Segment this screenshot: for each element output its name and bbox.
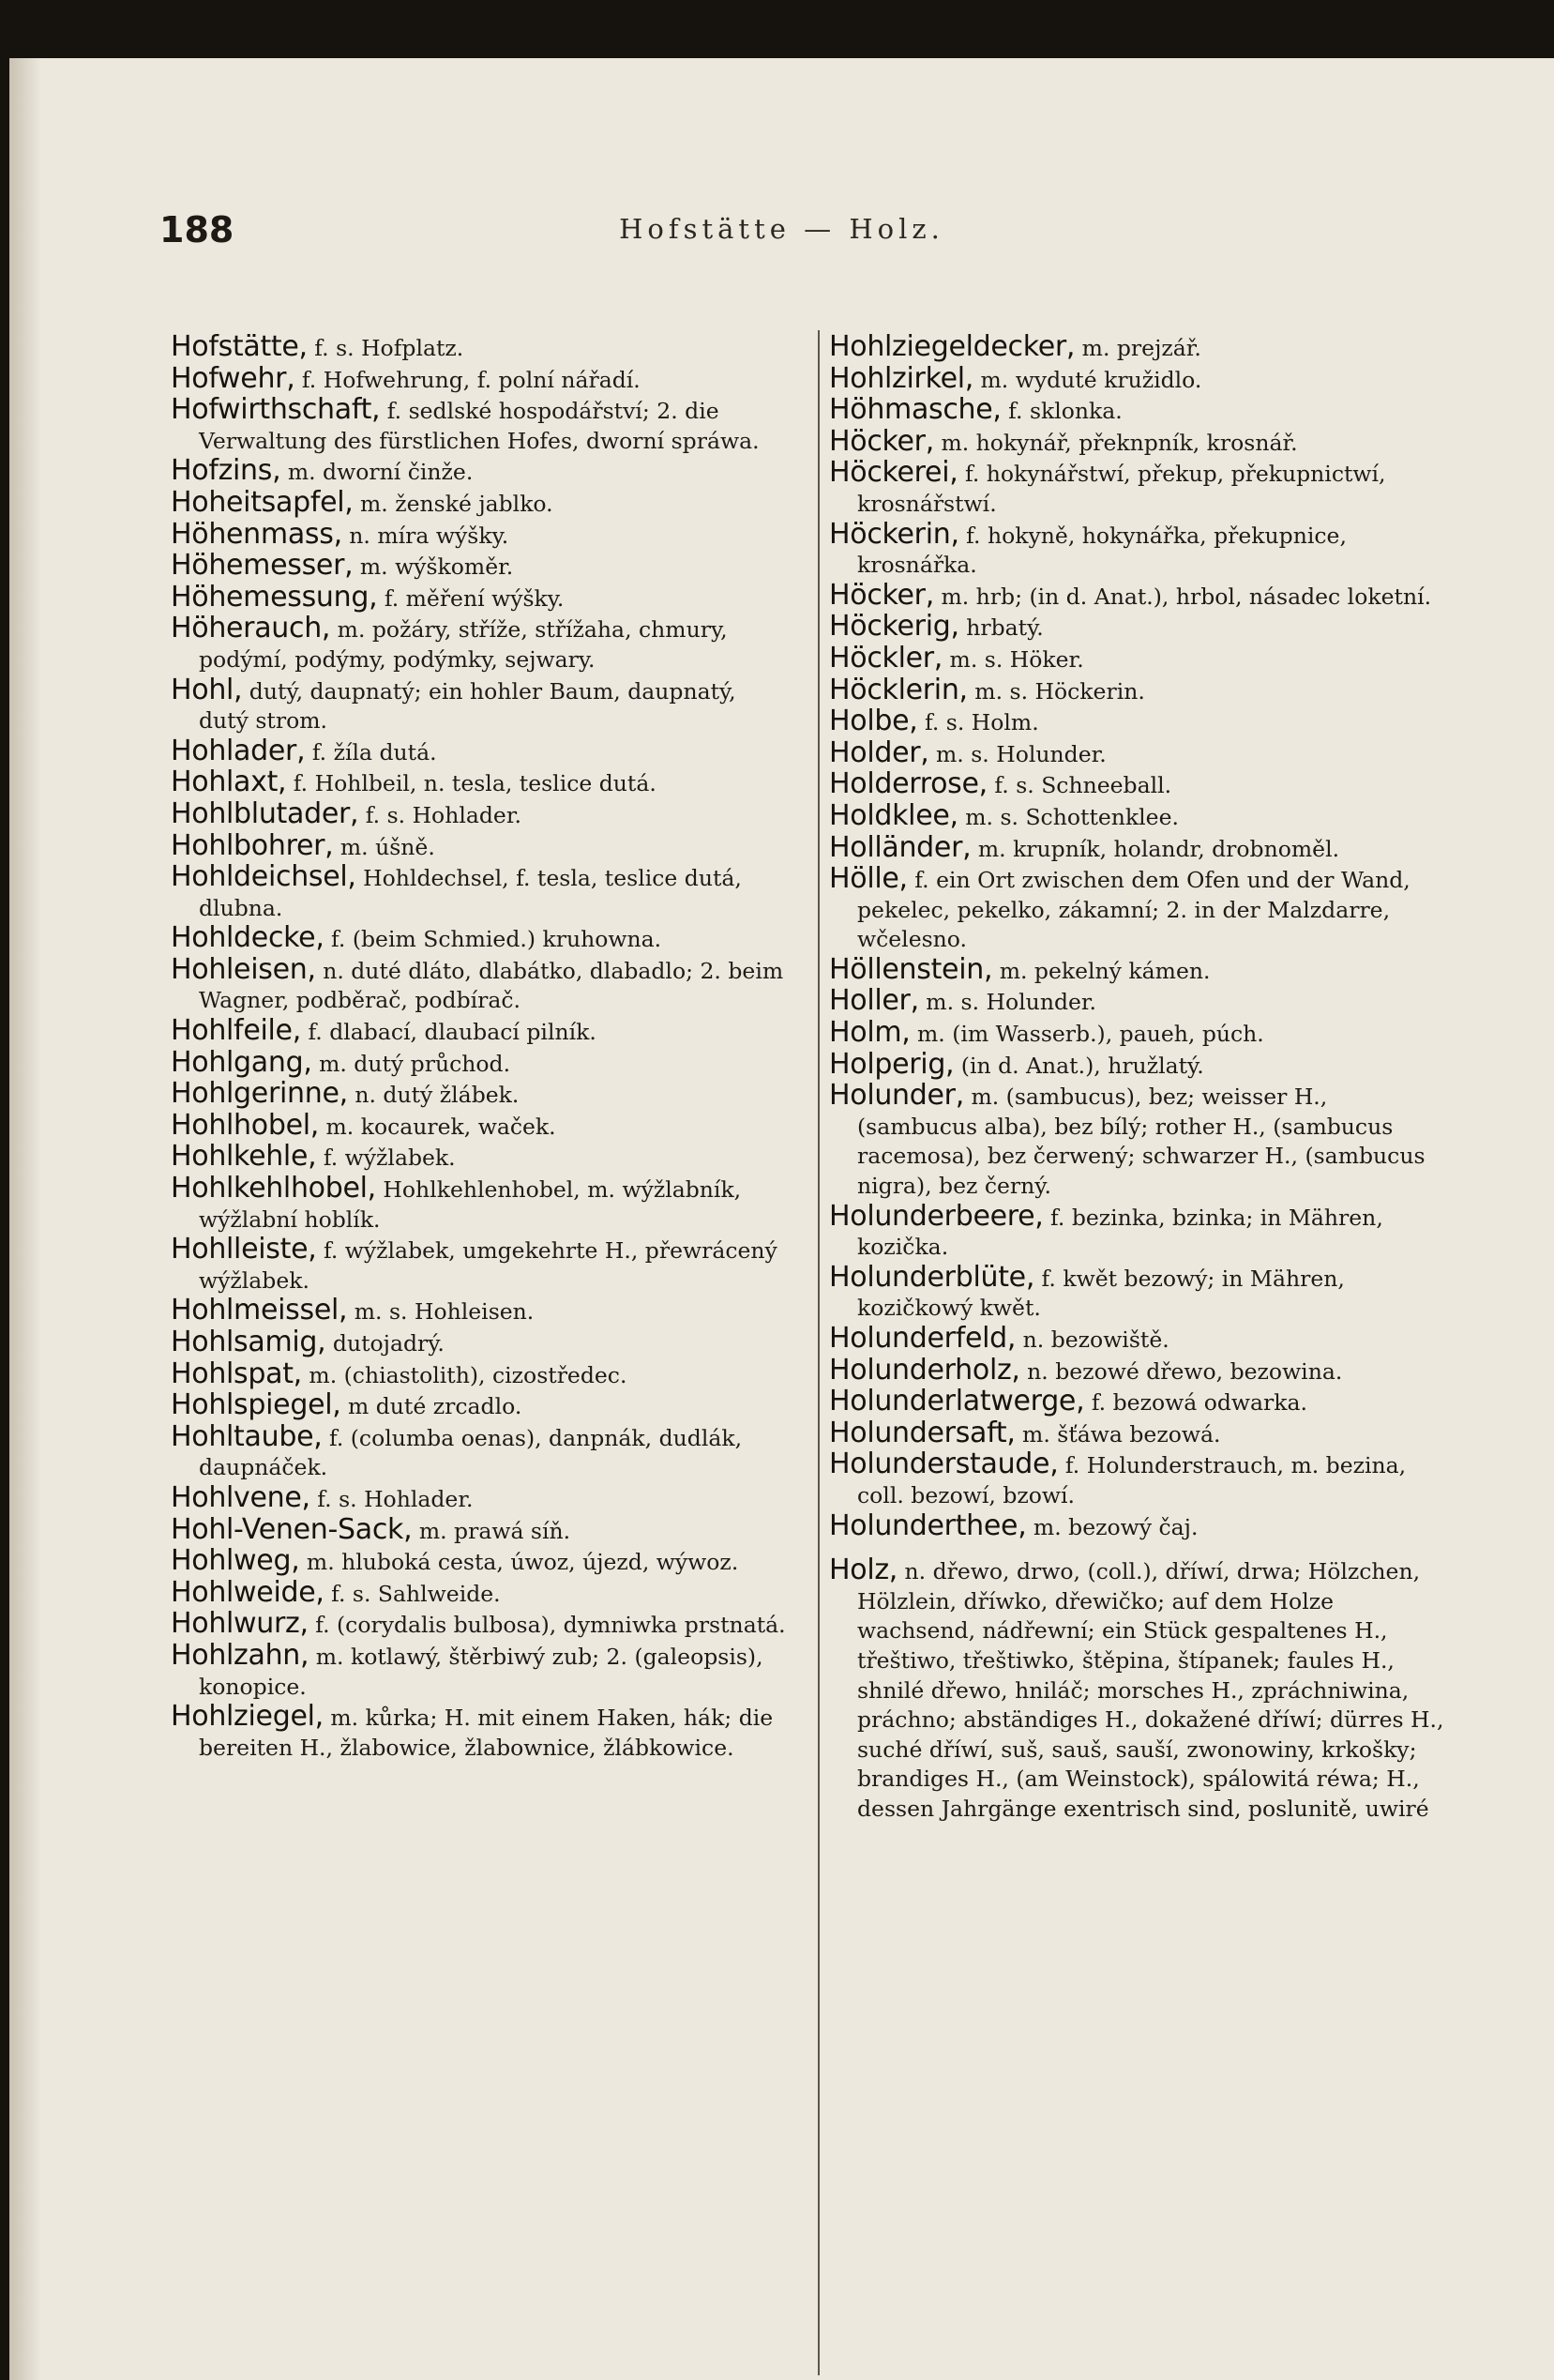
entry-headword: Hohl, <box>171 673 243 706</box>
entry-headword: Holderrose, <box>829 767 988 801</box>
dictionary-entry <box>171 1174 790 1235</box>
dictionary-entry <box>171 517 790 552</box>
entry-definition: f. wýžlabek. <box>323 1145 456 1172</box>
entry-definition: n. dutý žlábek. <box>355 1082 520 1109</box>
entry-headword: Höhmasche, <box>829 393 1002 427</box>
entry-definition: m. kůrka; H. mit einem Haken, hák; die bereiten H., žlabowice, žlabownice, žlábkowice. <box>199 1705 774 1761</box>
entry-headword: Höhemesser, <box>171 549 354 583</box>
entry-headword: Höcker, <box>829 424 934 458</box>
dictionary-entry <box>171 1359 790 1391</box>
entry-headword: Hohlgang, <box>171 1045 312 1079</box>
dictionary-entry <box>171 1638 790 1702</box>
entry-headword: Hohlbohrer, <box>171 828 334 862</box>
entry-definition: hrbatý. <box>966 614 1044 642</box>
dictionary-entry <box>829 1081 1448 1201</box>
entry-definition: f. hokyně, hokynářka, překupnice, krosnářka. <box>857 522 1347 579</box>
entry-headword: Höhemessung, <box>171 580 378 614</box>
entry-definition: m. hrb; (in d. Anat.), hrbol, násadec loketní. <box>941 583 1432 610</box>
entry-headword: Hohlaxt, <box>171 766 287 799</box>
dictionary-entry <box>171 923 790 955</box>
dictionary-entry <box>171 952 790 1016</box>
entry-definition: f. Hohlbeil, n. tesla, teslice dutá. <box>293 770 656 797</box>
entry-definition: f. hokynářstwí, překup, překupnictwí, krosnářstwí. <box>857 461 1386 517</box>
entry-headword: Holbe, <box>829 705 918 738</box>
entry-definition: f. dlabací, dlaubací pilník. <box>308 1019 596 1046</box>
dictionary-entry <box>171 862 790 923</box>
entry-definition: m. (im Wasserb.), paueh, púch. <box>917 1021 1264 1048</box>
entry-definition: n. duté dláto, dlabátko, dlabadlo; 2. beim Wagner, podběrač, podbírač. <box>199 957 784 1014</box>
entry-definition: m. kocaurek, waček. <box>325 1113 556 1140</box>
entry-definition: f. s. Sahlweide. <box>331 1580 501 1607</box>
dictionary-entry <box>171 828 790 863</box>
entry-definition: m. s. Höker. <box>949 645 1084 673</box>
entry-definition: f. žíla dutá. <box>311 738 437 766</box>
dictionary-entry <box>171 1327 790 1359</box>
entry-headword: Holunderbeere, <box>829 1199 1044 1233</box>
entry-definition: m duté zrcadlo. <box>347 1393 522 1420</box>
dictionary-entry <box>171 1609 790 1641</box>
entry-definition: f. Hofwehrung, f. polní nářadí. <box>301 366 641 393</box>
entry-headword: Holz, <box>829 1554 898 1587</box>
entry-definition: m. úšně. <box>339 833 435 860</box>
entry-headword: Hölle, <box>829 862 908 896</box>
dictionary-entry <box>171 485 790 520</box>
dictionary-entry <box>171 1016 790 1048</box>
entry-headword: Hohlgerinne, <box>171 1077 348 1111</box>
entry-definition: m. pekelný kámen. <box>999 957 1211 984</box>
dictionary-entry <box>171 332 790 364</box>
entry-definition: f. (corydalis bulbosa), dymniwka prstnatá. <box>315 1612 786 1639</box>
entry-headword: Hofwirthschaft, <box>171 393 381 427</box>
dictionary-entry <box>829 1508 1448 1543</box>
entry-headword: Holunder, <box>829 1079 964 1113</box>
entry-headword: Hoheitsapfel, <box>171 485 354 519</box>
entry-headword: Hohlziegeldecker, <box>829 330 1076 363</box>
entry-headword: Höllenstein, <box>829 952 993 986</box>
dictionary-entry <box>829 986 1448 1018</box>
entry-headword: Höherauch, <box>171 612 331 645</box>
dictionary-entry <box>829 424 1448 459</box>
dictionary-entry <box>171 1702 790 1763</box>
entry-definition: m. kotlawý, štěrbiwý zub; 2. (galeopsis), konopice. <box>199 1643 763 1700</box>
entry-definition: (in d. Anat.), hružlatý. <box>960 1052 1204 1079</box>
entry-headword: Holler, <box>829 984 919 1018</box>
entry-headword: Holunderlatwerge, <box>829 1385 1085 1418</box>
entry-definition: f. s. Hohlader. <box>365 801 521 828</box>
dictionary-entry <box>171 1575 790 1610</box>
entry-definition: f. měření wýšky. <box>384 584 565 612</box>
entry-definition: m. bezowý čaj. <box>1033 1513 1199 1540</box>
dictionary-entry <box>171 1546 790 1578</box>
entry-headword: Holm, <box>829 1016 911 1050</box>
entry-headword: Hohl-Venen-Sack, <box>171 1512 413 1546</box>
entry-definition: f. (columba oenas), danpnák, dudlák, daupnáček. <box>199 1424 743 1481</box>
entry-definition: dutý, daupnatý; ein hohler Baum, daupnatý, dutý strom. <box>199 677 736 735</box>
dictionary-entry <box>171 1296 790 1327</box>
entry-definition: f. bezinka, bzinka; in Mähren, kozička. <box>857 1204 1383 1261</box>
dictionary-entry <box>829 578 1448 613</box>
entry-definition: f. Holunderstrauch, m. bezina, coll. bezowí, bzowí. <box>857 1452 1407 1508</box>
running-head: Hofstätte — Holz. <box>619 213 944 245</box>
entry-headword: Hohltaube, <box>171 1419 323 1453</box>
dictionary-entry <box>171 551 790 583</box>
entry-definition: m. s. Höckerin. <box>974 677 1145 705</box>
entry-headword: Holunderthee, <box>829 1508 1027 1542</box>
dictionary-entry <box>829 864 1448 955</box>
entry-definition: m. s. Hohleisen. <box>354 1298 535 1326</box>
dictionary-entry <box>829 735 1448 770</box>
dictionary-entry <box>829 830 1448 865</box>
dictionary-entry <box>171 1390 790 1422</box>
dictionary-entry <box>171 736 790 768</box>
entry-definition: m. dutý průchod. <box>319 1050 511 1077</box>
entry-headword: Holperig, <box>829 1047 955 1081</box>
entry-headword: Hofstätte, <box>171 330 308 363</box>
dictionary-entry <box>829 706 1448 738</box>
entry-definition: n. bezowiště. <box>1022 1326 1169 1353</box>
entry-definition: f. sedlské hospodářství; 2. die Verwaltung des fürstlichen Hofes, dworní spráwa. <box>199 398 760 454</box>
entry-headword: Höcklerin, <box>829 673 968 706</box>
dictionary-entry <box>829 1324 1448 1356</box>
entry-definition: m. požáry, stříže, střížaha, chmury, podýmí, podýmy, podýmky, sejwary. <box>199 616 728 673</box>
entry-headword: Holunderblüte, <box>829 1260 1035 1294</box>
entry-definition: m. s. Schottenklee. <box>965 803 1179 830</box>
right-column <box>829 332 1448 1825</box>
dictionary-entry <box>829 641 1448 675</box>
entry-headword: Holunderstaude, <box>829 1448 1059 1481</box>
column-divider <box>818 330 820 2375</box>
entry-definition: f. s. Hofplatz. <box>314 335 464 361</box>
entry-headword: Hohlmeissel, <box>171 1294 348 1327</box>
entry-definition: f. bezowá odwarka. <box>1091 1389 1307 1417</box>
dictionary-entry <box>171 1108 790 1143</box>
dictionary-entry <box>829 361 1448 396</box>
dictionary-entry <box>171 1142 790 1174</box>
entry-definition: dutojadrý. <box>332 1330 445 1357</box>
entry-headword: Hohlzahn, <box>171 1638 309 1672</box>
entry-headword: Hohlziegel, <box>171 1700 324 1734</box>
dictionary-entry <box>171 767 790 799</box>
dictionary-entry <box>829 458 1448 519</box>
entry-headword: Hohldecke, <box>171 921 324 955</box>
entry-headword: Holunderfeld, <box>829 1322 1017 1355</box>
entry-headword: Höckerig, <box>829 610 959 644</box>
entry-headword: Hohlweg, <box>171 1544 300 1578</box>
entry-headword: Hohlweide, <box>171 1575 324 1609</box>
entry-definition: m. šťáwa bezowá. <box>1022 1420 1221 1448</box>
entry-definition: n. míra wýšky. <box>349 522 509 549</box>
entry-headword: Holundersaft, <box>829 1416 1016 1449</box>
entry-definition: f. s. Hohlader. <box>317 1485 474 1512</box>
entry-definition: m. prejzář. <box>1081 335 1201 361</box>
entry-definition: f. sklonka. <box>1008 398 1123 425</box>
entry-definition: m. dworní činže. <box>287 459 474 486</box>
dictionary-entry <box>829 769 1448 801</box>
entry-headword: Hofzins, <box>171 454 281 488</box>
entry-headword: Höckler, <box>829 641 943 675</box>
entry-headword: Hohlsamig, <box>171 1326 326 1358</box>
entry-headword: Hohlkehlhobel, <box>171 1172 376 1205</box>
entry-definition: n. bezowé dřewo, bezowina. <box>1027 1357 1343 1385</box>
dictionary-entry <box>171 361 790 396</box>
dictionary-entry <box>829 675 1448 707</box>
entry-headword: Hohlwurz, <box>171 1607 309 1641</box>
entry-definition: f. kwět bezowý; in Mähren, kozičkowý kwět. <box>857 1265 1345 1322</box>
dictionary-entry <box>829 1555 1448 1824</box>
entry-definition: f. s. Holm. <box>924 709 1039 736</box>
entry-definition: m. (chiastolith), cizostředec. <box>309 1361 627 1388</box>
dictionary-entry <box>171 395 790 456</box>
entry-definition: m. s. Holunder. <box>936 740 1107 767</box>
dictionary-entry <box>829 1449 1448 1510</box>
dictionary-entry <box>171 1235 790 1296</box>
entry-definition: m. hluboká cesta, úwoz, újezd, wýwoz. <box>306 1549 739 1576</box>
entry-definition: f. (beim Schmied.) kruhowna. <box>331 926 662 953</box>
dictionary-entry <box>171 580 790 614</box>
entry-definition: m. wýškoměr. <box>359 553 514 581</box>
entry-headword: Höhenmass, <box>171 517 342 551</box>
dictionary-entry <box>829 1018 1448 1050</box>
dictionary-entry <box>171 1480 790 1515</box>
dictionary-entry <box>171 1512 790 1547</box>
entry-definition: Hohldechsel, f. tesla, teslice dutá, dlubna. <box>199 865 742 921</box>
entry-headword: Holunderholz, <box>829 1353 1020 1387</box>
dictionary-entry <box>829 1047 1448 1082</box>
dictionary-entry <box>829 1260 1448 1324</box>
entry-headword: Holder, <box>829 735 929 769</box>
entry-headword: Höckerei, <box>829 456 958 490</box>
entry-headword: Hohlhobel, <box>171 1108 320 1142</box>
entry-definition: f. s. Schneeball. <box>994 772 1172 799</box>
dictionary-entry <box>171 1045 790 1080</box>
entry-headword: Hohlvene, <box>171 1480 310 1514</box>
entry-headword: Hohlfeile, <box>171 1014 301 1048</box>
entry-headword: Hohlspiegel, <box>171 1388 341 1422</box>
entry-headword: Hohlspat, <box>171 1357 302 1390</box>
entry-definition: f. wýžlabek, umgekehrte H., přewrácený wýžlabek. <box>199 1237 777 1294</box>
dictionary-entry <box>171 1079 790 1111</box>
dictionary-entry <box>829 798 1448 833</box>
dictionary-entry <box>829 1418 1448 1450</box>
entry-headword: Hohlblutader, <box>171 796 359 830</box>
dictionary-entry <box>829 612 1448 644</box>
dictionary-entry <box>171 456 790 488</box>
dictionary-entry <box>171 614 790 675</box>
entry-definition: m. krupník, holandr, drobnoměl. <box>977 835 1340 862</box>
dictionary-entry <box>829 517 1448 581</box>
entry-definition: m. prawá síň. <box>418 1517 571 1544</box>
entry-definition: m. ženské jablko. <box>360 490 553 517</box>
left-column <box>171 332 790 1763</box>
entry-definition: n. dřewo, drwo, (coll.), dříwí, drwa; Hölzchen, Hölzlein, dříwko, dřewičko; auf dem Holze wachsend, nádřewní; ein Stück gespaltenes H., třeštiwo, třeštiwko, štěpina, štípanek; faules H., shnilé dřewo, hniláč; morsches H., zpráchniwina, práchno; abständiges H., dokažené dříwí; dürres H., suché dříwí, suš, sauš, sauší, zwonowiny, krkošky; brandiges H., (am Weinstock), spálowitá réwa; H., dessen Jahrgänge exentrisch sind, poslunitě, uwiré <box>857 1558 1444 1822</box>
dictionary-entry <box>829 395 1448 427</box>
dictionary-entry <box>829 1387 1448 1418</box>
entry-definition: m. (sambucus), bez; weisser H., (sambucus alba), bez bílý; rother H., (sambucus racemosa), bez čerwený; schwarzer H., (sambucus nigra), bez černý. <box>857 1084 1426 1200</box>
entry-definition: Hohlkehlenhobel, m. wýžlabník, wýžlabní hoblík. <box>199 1176 742 1233</box>
entry-headword: Hohlleiste, <box>171 1233 317 1266</box>
dictionary-entry <box>829 1353 1448 1387</box>
dictionary-entry <box>171 796 790 831</box>
page-number: 188 <box>159 209 234 250</box>
dictionary-entry <box>171 675 790 736</box>
dictionary-entry <box>829 332 1448 364</box>
entry-headword: Holländer, <box>829 830 972 864</box>
entry-headword: Hofwehr, <box>171 361 295 395</box>
entry-headword: Höcker, <box>829 578 934 612</box>
entry-definition: m. s. Holunder. <box>926 989 1097 1016</box>
dictionary-page <box>9 58 1554 2380</box>
entry-headword: Hohldeichsel, <box>171 860 356 894</box>
entry-headword: Hohlkehle, <box>171 1140 317 1174</box>
entry-headword: Hohlader, <box>171 734 306 767</box>
entry-definition: f. ein Ort zwischen dem Ofen und der Wand, pekelec, pekelko, zákamní; 2. in der Malzdarre, wčelesno. <box>857 867 1411 953</box>
dictionary-entry <box>829 952 1448 987</box>
dictionary-entry <box>171 1419 790 1483</box>
entry-headword: Höckerin, <box>829 517 959 551</box>
entry-definition: m. wyduté kružidlo. <box>980 366 1202 393</box>
entry-headword: Holdklee, <box>829 798 958 832</box>
entry-definition: m. hokynář, překnpník, krosnář. <box>941 429 1298 456</box>
entry-headword: Hohlzirkel, <box>829 361 974 395</box>
entry-headword: Hohleisen, <box>171 952 316 986</box>
dictionary-entry <box>829 1199 1448 1263</box>
